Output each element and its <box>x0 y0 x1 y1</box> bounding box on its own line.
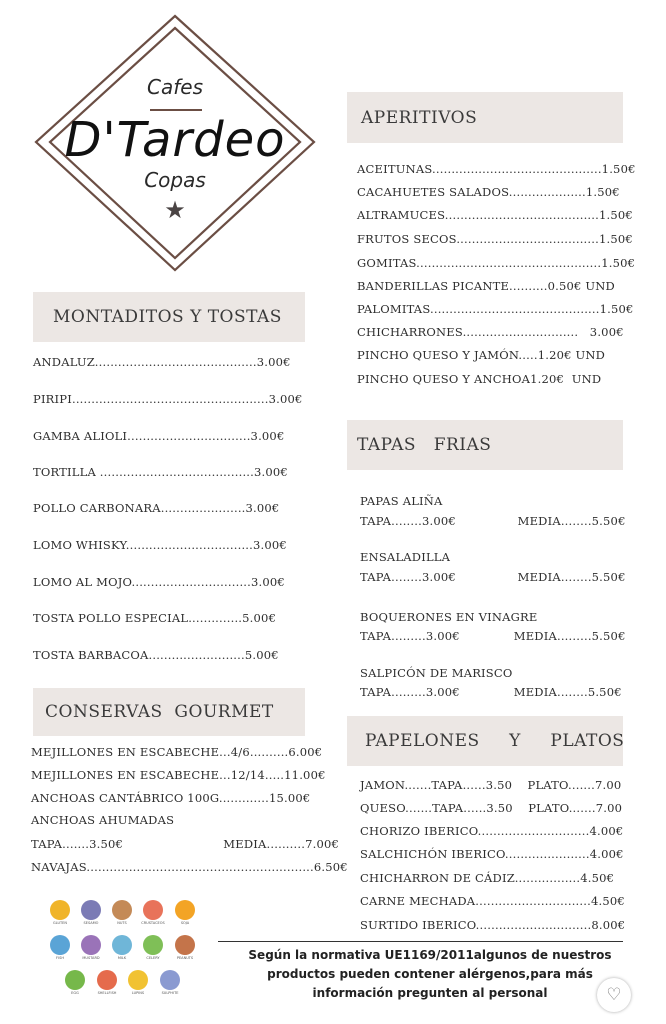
logo-cafes: Cafes <box>147 75 203 99</box>
allergen-notice <box>230 946 630 1003</box>
allergen-icons <box>40 898 210 1002</box>
conservas-header: CONSERVAS GOURMET <box>33 688 305 736</box>
list-item: ANCHOAS CANTÁBRICO 100G.............15.00€ <box>31 791 311 805</box>
list-item: MEJILLONES EN ESCABECHE...12/14.....11.00€ <box>31 768 326 782</box>
list-item: PINCHO QUESO Y JAMÓN.....1.20€ UND <box>357 348 606 362</box>
allergen-lupins-icon: LUPINS <box>126 970 150 995</box>
list-item: TAPA.......3.50€ MEDIA..........7.00€ <box>31 837 340 851</box>
list-item-prices: TAPA.........3.00€ MEDIA........5.50€ <box>360 685 622 699</box>
logo-star-icon: ★ <box>164 196 186 224</box>
list-item-name: BOQUERONES EN VINAGRE <box>360 610 538 624</box>
list-item: ANCHOAS AHUMADAS <box>31 813 175 827</box>
allergen-nuts-icon: NUTS <box>110 900 134 925</box>
allergen-celery-icon: CELERY <box>141 935 165 960</box>
list-item-name: PAPAS ALIÑA <box>360 494 443 508</box>
list-item: LOMO AL MOJO...............................3.00€ <box>33 575 285 589</box>
allergen-fish-icon: FISH <box>48 935 72 960</box>
list-item-name: SALPICÓN DE MARISCO <box>360 666 513 680</box>
heart-icon: ♡ <box>606 985 622 1005</box>
allergen-crustaceos-icon: CRUSTACEOS <box>141 900 165 925</box>
list-item: TOSTA POLLO ESPECIAL..............5.00€ <box>33 611 277 625</box>
allergen-circle <box>143 900 163 920</box>
logo-copas: Copas <box>144 168 206 192</box>
allergen-sulphite-icon: SULPHITE <box>158 970 182 995</box>
list-item: CHICHARRONES.............................. 3.00€ <box>357 325 624 339</box>
montaditos-header: MONTADITOS Y TOSTAS <box>33 292 305 342</box>
list-item: SALCHICHÓN IBERICO......................4.00€ <box>360 847 624 861</box>
list-item: PALOMITAS............................................1.50€ <box>357 302 634 316</box>
allergen-circle <box>128 970 148 990</box>
allergen-circle <box>65 970 85 990</box>
list-item: POLLO CARBONARA......................3.00€ <box>33 501 280 515</box>
allergen-gluten-icon: GLUTEN <box>48 900 72 925</box>
allergen-circle <box>175 900 195 920</box>
list-item: SURTIDO IBERICO..............................8.00€ <box>360 918 626 932</box>
notice-line: información pregunten al personal <box>312 986 548 1000</box>
list-item: NAVAJAS...........................................................6.50€ <box>31 860 348 874</box>
aperitivos-header: APERITIVOS <box>347 92 623 143</box>
list-item: JAMON.......TAPA......3.50 PLATO.......7.00 <box>360 778 622 792</box>
allergen-circle <box>112 935 132 955</box>
list-item: CHORIZO IBERICO.............................4.00€ <box>360 824 624 838</box>
logo-name: D'Tardeo <box>64 112 286 168</box>
notice-line: Según la normativa UE1169/2011algunos de nuestros <box>248 948 612 962</box>
allergen-sesamo-icon: SESAMO <box>79 900 103 925</box>
list-item: PINCHO QUESO Y ANCHOA1.20€ UND <box>357 372 602 386</box>
allergen-circle <box>143 935 163 955</box>
list-item-name: ENSALADILLA <box>360 550 451 564</box>
list-item: CARNE MECHADA..............................4.50€ <box>360 894 625 908</box>
notice-line: productos pueden contener alérgenos,para más <box>267 967 593 981</box>
list-item-prices: TAPA.........3.00€ MEDIA.........5.50€ <box>360 629 626 643</box>
allergen-circle <box>81 900 101 920</box>
list-item: MEJILLONES EN ESCABECHE...4/6..........6.00€ <box>31 745 323 759</box>
allergen-egg-icon: EGG <box>63 970 87 995</box>
list-item: CHICHARRON DE CÁDIZ.................4.50€ <box>360 871 615 885</box>
list-item-prices: TAPA........3.00€ MEDIA........5.50€ <box>360 570 626 584</box>
allergen-circle <box>175 935 195 955</box>
notice-divider <box>218 941 623 942</box>
list-item: GAMBA ALIOLI................................3.00€ <box>33 429 285 443</box>
list-item: FRUTOS SECOS.....................................1.50€ <box>357 232 633 246</box>
list-item: BANDERILLAS PICANTE..........0.50€ UND <box>357 279 615 293</box>
allergen-circle <box>50 935 70 955</box>
list-item: LOMO WHISKY.................................3.00€ <box>33 538 287 552</box>
allergen-soja-icon: SOJA <box>173 900 197 925</box>
allergen-peanuts-icon: PEANUTS <box>173 935 197 960</box>
list-item: CACAHUETES SALADOS....................1.50€ <box>357 185 620 199</box>
allergen-mustard-icon: MUSTARD <box>79 935 103 960</box>
list-item: PIRIPI...................................................3.00€ <box>33 392 303 406</box>
tapas-frias-header: TAPAS FRIAS <box>347 420 623 470</box>
allergen-shellfish-icon: SHELLFISH <box>95 970 119 995</box>
list-item: ACEITUNAS............................................1.50€ <box>357 162 636 176</box>
logo <box>30 12 320 277</box>
list-item: TORTILLA ........................................3.00€ <box>33 465 288 479</box>
favorite-button[interactable] <box>597 978 631 1012</box>
list-item: ANDALUZ..........................................3.00€ <box>33 355 291 369</box>
allergen-circle <box>97 970 117 990</box>
papelones-header: PAPELONES Y PLATOS <box>347 716 623 766</box>
list-item-prices: TAPA........3.00€ MEDIA........5.50€ <box>360 514 626 528</box>
list-item: QUESO.......TAPA......3.50 PLATO.......7.00 <box>360 801 623 815</box>
list-item: TOSTA BARBACOA.........................5.00€ <box>33 648 279 662</box>
allergen-milk-icon: MILK <box>110 935 134 960</box>
allergen-circle <box>160 970 180 990</box>
list-item: GOMITAS................................................1.50€ <box>357 256 636 270</box>
list-item: ALTRAMUCES........................................1.50€ <box>357 208 633 222</box>
allergen-circle <box>50 900 70 920</box>
allergen-circle <box>81 935 101 955</box>
allergen-circle <box>112 900 132 920</box>
